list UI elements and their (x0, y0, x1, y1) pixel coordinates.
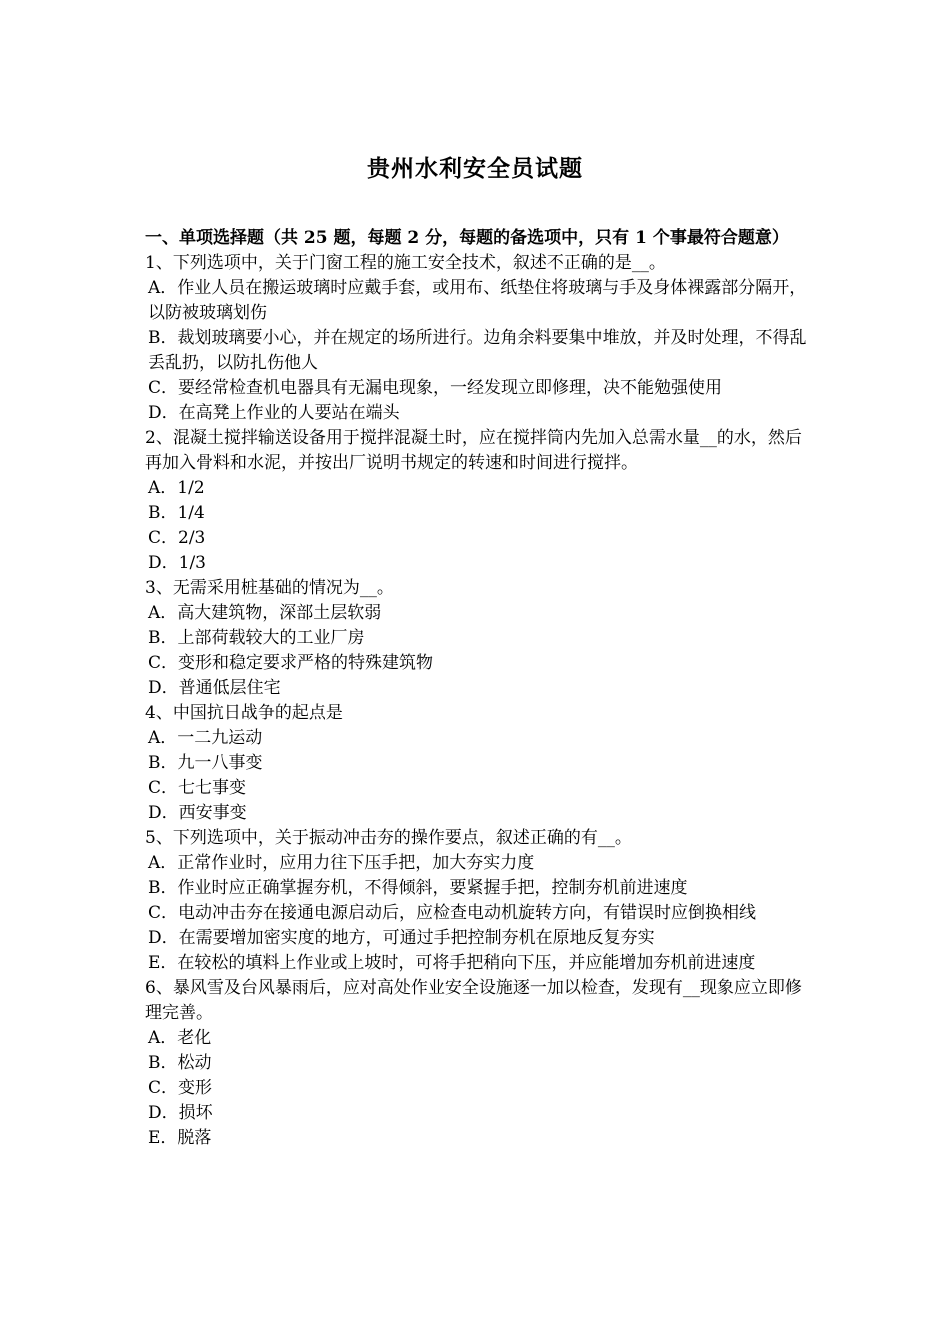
option-b: B．上部荷载较大的工业厂房 (148, 628, 365, 648)
question-3 (145, 576, 810, 701)
question-stem: 3、无需采用桩基础的情况为__。 (145, 578, 394, 598)
option-d: D．在高凳上作业的人要站在端头 (148, 403, 400, 423)
question-5 (145, 826, 810, 976)
option-c: C．电动冲击夯在接通电源启动后，应检查电动机旋转方向，有错误时应倒换相线 (148, 903, 757, 923)
option-e: E．脱落 (148, 1128, 212, 1148)
option-a: A．作业人员在搬运玻璃时应戴手套，或用布、纸垫住将玻璃与手及身体裸露部分隔开，以防被玻璃划伤 (148, 278, 807, 323)
question-stem: 2、混凝土搅拌输送设备用于搅拌混凝土时，应在搅拌筒内先加入总需水量__的水，然后再加入骨料和水泥，并按出厂说明书规定的转速和时间进行搅拌。 (145, 428, 802, 473)
option-b: B．作业时应正确掌握夯机，不得倾斜，要紧握手把，控制夯机前进速度 (148, 878, 688, 898)
option-d: D．在需要增加密实度的地方，可通过手把控制夯机在原地反复夯实 (148, 928, 655, 948)
document-title: 贵州水利安全员试题 (367, 155, 583, 182)
question-2 (145, 426, 810, 576)
option-a: A．高大建筑物，深部土层软弱 (148, 603, 382, 623)
question-stem: 1、下列选项中，关于门窗工程的施工安全技术，叙述不正确的是__。 (145, 253, 666, 273)
section-heading: 一、单项选择题（共 25 题，每题 2 分，每题的备选项中，只有 1 个事最符合题意） (145, 228, 789, 248)
option-a: A．1/2 (148, 478, 205, 498)
option-b: B．松动 (148, 1053, 212, 1073)
question-stem: 6、暴风雪及台风暴雨后，应对高处作业安全设施逐一加以检查，发现有__现象应立即修理完善。 (145, 978, 802, 1023)
option-d: D．损坏 (148, 1103, 213, 1123)
option-c: C．变形 (148, 1078, 213, 1098)
question-6 (145, 976, 810, 1151)
option-c: C．要经常检查机电器具有无漏电现象，一经发现立即修理，决不能勉强使用 (148, 378, 723, 398)
question-stem: 4、中国抗日战争的起点是 (145, 703, 343, 723)
option-c: C．变形和稳定要求严格的特殊建筑物 (148, 653, 434, 673)
option-e: E．在较松的填料上作业或上坡时，可将手把稍向下压，并应能增加夯机前进速度 (148, 953, 756, 973)
question-1 (145, 251, 810, 426)
option-b: B．裁划玻璃要小心，并在规定的场所进行。边角余料要集中堆放，并及时处理，不得乱丢乱扔，以防扎伤他人 (148, 328, 807, 373)
option-c: C．2/3 (148, 528, 206, 548)
option-d: D．1/3 (148, 553, 206, 573)
document-body (145, 226, 810, 1151)
option-a: A．一二九运动 (148, 728, 263, 748)
option-d: D．西安事变 (148, 803, 247, 823)
option-d: D．普通低层住宅 (148, 678, 281, 698)
question-4 (145, 701, 810, 826)
option-a: A．正常作业时，应用力往下压手把，加大夯实力度 (148, 853, 535, 873)
option-a: A．老化 (148, 1028, 212, 1048)
option-c: C．七七事变 (148, 778, 247, 798)
question-stem: 5、下列选项中，关于振动冲击夯的操作要点，叙述正确的有__。 (145, 828, 632, 848)
option-b: B．1/4 (148, 503, 205, 523)
option-b: B．九一八事变 (148, 753, 263, 773)
